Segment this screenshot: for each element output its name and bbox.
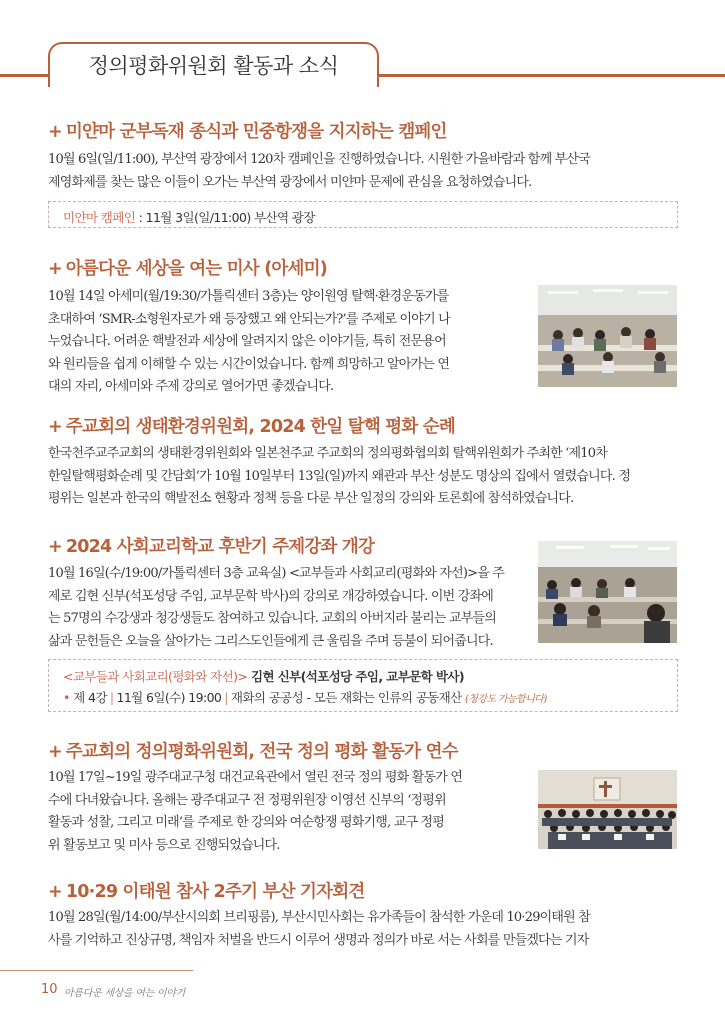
plus-icon: +: [48, 417, 62, 437]
handwritten-note: (청강도 가능합니다): [464, 694, 547, 705]
section-body-myanmar: 10월 6일(일/11:00), 부산역 광장에서 120차 캠페인을 진행하였습니다. 시원한 가을바람과 함께 부산국 제영화제를 찾는 많은 이들이 오가는 부산역 광장에서 미얀마 문제에 관심을 요청하였습니다.: [48, 152, 590, 190]
photo-classroom: [538, 541, 677, 643]
separator: |: [224, 690, 228, 705]
course-lecturer: 김현 신부(석포성당 주임, 교부문학 박사): [247, 669, 464, 684]
notice-label: 미얀마 캠페인: [63, 210, 136, 225]
section-body-training: 10월 17일~19일 광주대교구청 대건교육관에서 열린 전국 정의 평화 활동가 연 수에 다녀왔습니다. 올해는 광주대교구 전 정평위원장 이영선 신부의 ‘정평위 활동과 성찰, 그리고 미래’를 주제로 한 강의와 여순항쟁 평화기행, 교구 정평 위 활동보고 및 미사 등으로 진행되었습니다.: [48, 770, 463, 853]
section-heading-myanmar: + 미얀마 군부독재 종식과 민중항쟁을 지지하는 캠페인: [48, 122, 447, 142]
plus-icon: +: [48, 259, 62, 279]
page-title: 정의평화위원회 활동과 소식: [88, 54, 339, 78]
section-heading-asemi: + 아름다운 세상을 여는 미사 (아세미): [48, 259, 327, 279]
section-body-social-doctrine: 10월 16일(수/19:00/가톨릭센터 3층 교육실) <교부들과 사회교리(평화와 자선)>을 주 제로 김현 신부(석포성당 주임, 교부문학 박사)의 강의로 개강하였습니다. 이번 강좌에 는 57명의 수강생과 청강생들도 참여하고 있습니다. 교회의 아버지라 불리는 교부들의 삶과 문헌들은 오늘을 살아가는 그리스도인들에게 큰 울림을 주며 등불이 되어줍니다.: [48, 566, 505, 649]
course-title: <교부들과 사회교리(평화와 자선)>: [63, 669, 248, 684]
notice-box-course: [48, 659, 678, 712]
plus-icon: +: [48, 122, 62, 142]
notice-detail: : 11월 3일(일/11:00) 부산역 광장: [135, 210, 315, 225]
photo-group: [538, 770, 677, 849]
section-heading-pilgrimage: + 주교회의 생태환경위원회, 2024 한일 탈핵 평화 순례: [48, 417, 455, 437]
plus-icon: +: [48, 537, 62, 557]
section-heading-itaewon: + 10·29 이태원 참사 2주기 부산 기자회견: [48, 882, 365, 902]
section-body-itaewon: 10월 28일(월/14:00/부산시의회 브리핑룸), 부산시민사회는 유가족들이 참석한 가운데 10·29이태원 참 사를 기억하고 진상규명, 책임자 처벌을 반드시 이루어 생명과 정의가 바로 서는 사회를 만들겠다는 기자: [48, 910, 591, 948]
page-number: 10: [41, 982, 58, 997]
course-topic: 재화의 공공성 - 모든 재화는 인류의 공동재산: [230, 690, 462, 705]
course-session: 제 4강: [69, 690, 107, 705]
section-body-asemi: 10월 14일 아세미(월/19:30/가톨릭센터 3층)는 양이원영 탈핵·환경운동가를 초대하여 ‘SMR-소형원자로가 왜 등장했고 왜 안되는가?’를 주제로 이야기 나 누었습니다. 어려운 핵발전과 세상에 알려지지 않은 이야기들, 특히 전문용어 와 원리들을 쉽게 이해할 수 있는 시간이었습니다. 함께 희망하고 알아가는 연 대의 자리, 아세미와 주제 강의로 열어가면 좋겠습니다.: [48, 289, 450, 394]
footer-rule: [0, 970, 193, 971]
plus-icon: +: [48, 882, 62, 902]
separator: |: [109, 690, 114, 705]
bullet-icon: •: [63, 690, 70, 705]
section-heading-social-doctrine: + 2024 사회교리학교 후반기 주제강좌 개강: [48, 537, 375, 557]
plus-icon: +: [48, 742, 62, 762]
notice-box-myanmar: [48, 201, 678, 228]
section-body-pilgrimage: 한국천주교주교회의 생태환경위원회와 일본천주교 주교회의 정의평화협의회 탈핵위원회가 주최한 ‘제10차 한일탈핵평화순례 및 간담회’가 10월 10일부터 13일(일)까지 왜관과 부산 성분도 명상의 집에서 열렸습니다. 정 평위는 일본과 한국의 핵발전소 현황과 정책 등을 다룬 부산 일정의 강의와 토론회에 참석하였습니다.: [48, 446, 631, 506]
magazine-title: 아름다운 세상을 여는 이야기: [64, 988, 185, 999]
photo-lecture-hall: [538, 285, 677, 387]
course-date: 11월 6일(수) 19:00: [116, 690, 222, 705]
section-heading-training: + 주교회의 정의평화위원회, 전국 정의 평화 활동가 연수: [48, 742, 458, 762]
